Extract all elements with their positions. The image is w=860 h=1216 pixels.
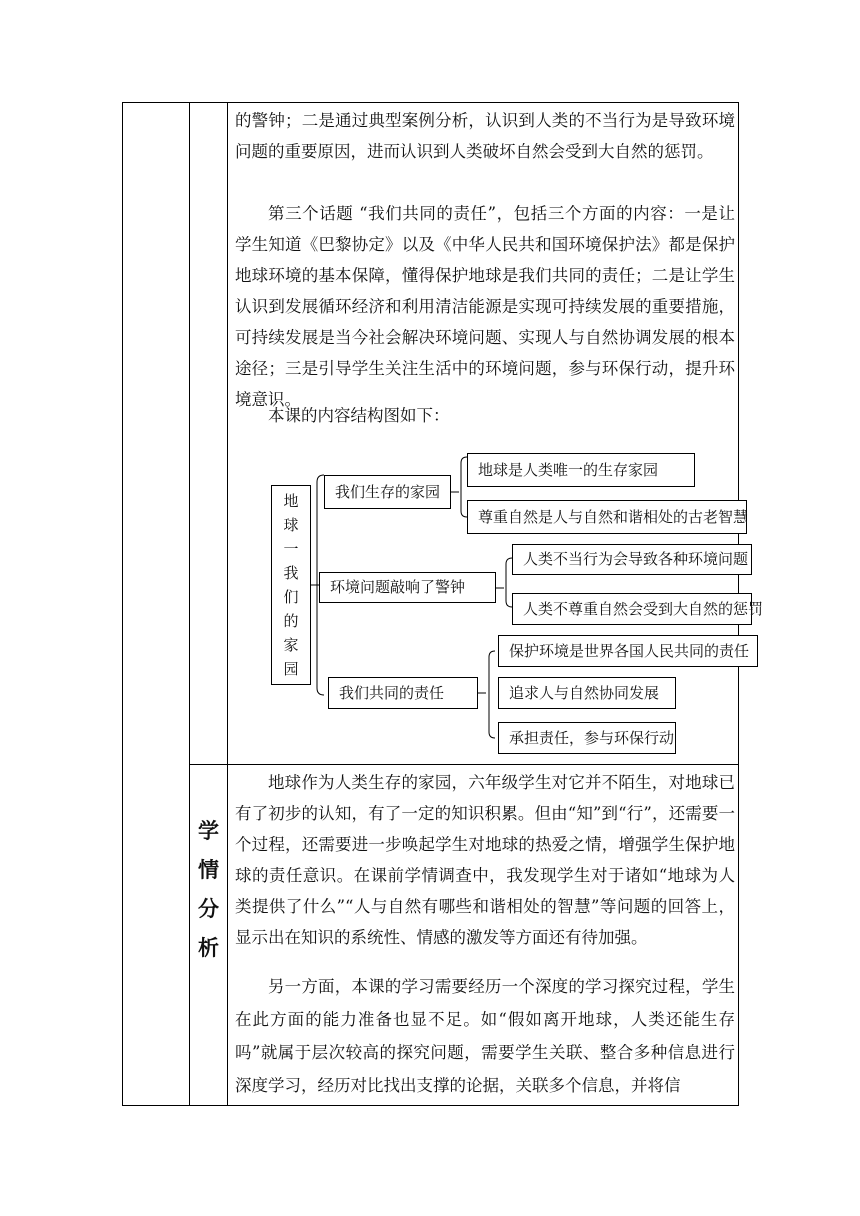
section-label-char: 分 [198, 897, 219, 921]
diagram-root-char: 一 [283, 540, 299, 558]
diagram-item-1-2: 尊重自然是人与自然和谐相处的古老智慧 [467, 500, 747, 534]
diagram-root-char: 的 [283, 612, 299, 630]
table-bottom-border [122, 1105, 739, 1106]
diagram-root-char: 地 [283, 492, 299, 510]
diagram-item-3-1: 保护环境是世界各国人民共同的责任 [498, 635, 758, 667]
diagram-item-2-2: 人类不尊重自然会受到大自然的惩罚 [512, 593, 752, 625]
diagram-topic-3: 我们共同的责任 [328, 677, 478, 709]
diagram-root-char: 球 [283, 516, 299, 534]
diagram-root-char: 家 [283, 636, 299, 654]
section-label-char: 析 [198, 936, 219, 960]
table-top-border [122, 102, 739, 103]
diagram-root-char: 我 [283, 564, 299, 582]
section-label-char: 学 [198, 819, 219, 843]
diagram-item-1-1: 地球是人类唯一的生存家园 [467, 453, 695, 487]
student-analysis-paragraph-2: 另一方面，本课的学习需要经历一个深度的学习探究过程，学生在此方面的能力准备也显不足。如“假如离开地球，人类还能生存吗”就属于层次较高的探究问题，需要学生关联、整合多种信息进行深度学习，经历对比找出支撑的论据，关联多个信息，并将信 [235, 977, 735, 1095]
content-paragraph-2: 第三个话题 “我们共同的责任”，包括三个方面的内容：一是让学生知道《巴黎协定》以及《中华人民共和国环境保护法》都是保护地球环境的基本保障，懂得保护地球是我们共同的责任；二是让学生认识到发展循环经济和利用清洁能源是实现可持续发展的重要措施，可持续发展是当今社会解决环境问题、实现人与自然协调发展的根本途径；三是引导学生关注生活中的环境问题，参与环保行动，提升环境意识。 [235, 204, 735, 409]
diagram-root-box [271, 485, 311, 685]
diagram-item-3-2: 追求人与自然协同发展 [498, 677, 676, 709]
diagram-topic-2: 环境问题敲响了警钟 [319, 572, 496, 603]
diagram-root-char: 园 [283, 660, 299, 678]
diagram-topic-1: 我们生存的家园 [324, 475, 451, 509]
content-structure-diagram [228, 445, 764, 765]
table-left-border [122, 102, 123, 1106]
content-paragraph-1: 的警钟；二是通过典型案例分析，认识到人类的不当行为是导致环境问题的重要原因，进而认识到人类破坏自然会受到大自然的惩罚。 [235, 111, 735, 161]
diagram-root-char: 们 [283, 588, 299, 606]
content-paragraph-3: 本课的内容结构图如下： [268, 406, 450, 425]
diagram-item-3-3: 承担责任，参与环保行动 [498, 722, 676, 754]
diagram-item-2-1: 人类不当行为会导致各种环境问题 [512, 544, 752, 575]
section-label-student-analysis [190, 812, 227, 968]
section-label-char: 情 [198, 858, 219, 882]
student-analysis-paragraph-1: 地球作为人类生存的家园，六年级学生对它并不陌生，对地球已有了初步的认知，有了一定的知识积累。但由“知”到“行”，还需要一个过程，还需要进一步唤起学生对地球的热爱之情，增强学生保护地球的责任意识。在课前学情调查中，我发现学生对于诸如“地球为人类提供了什么”“人与自然有哪些和谐相处的智慧”等问题的回答上，显示出在知识的系统性、情感的激发等方面还有待加强。 [235, 773, 735, 947]
